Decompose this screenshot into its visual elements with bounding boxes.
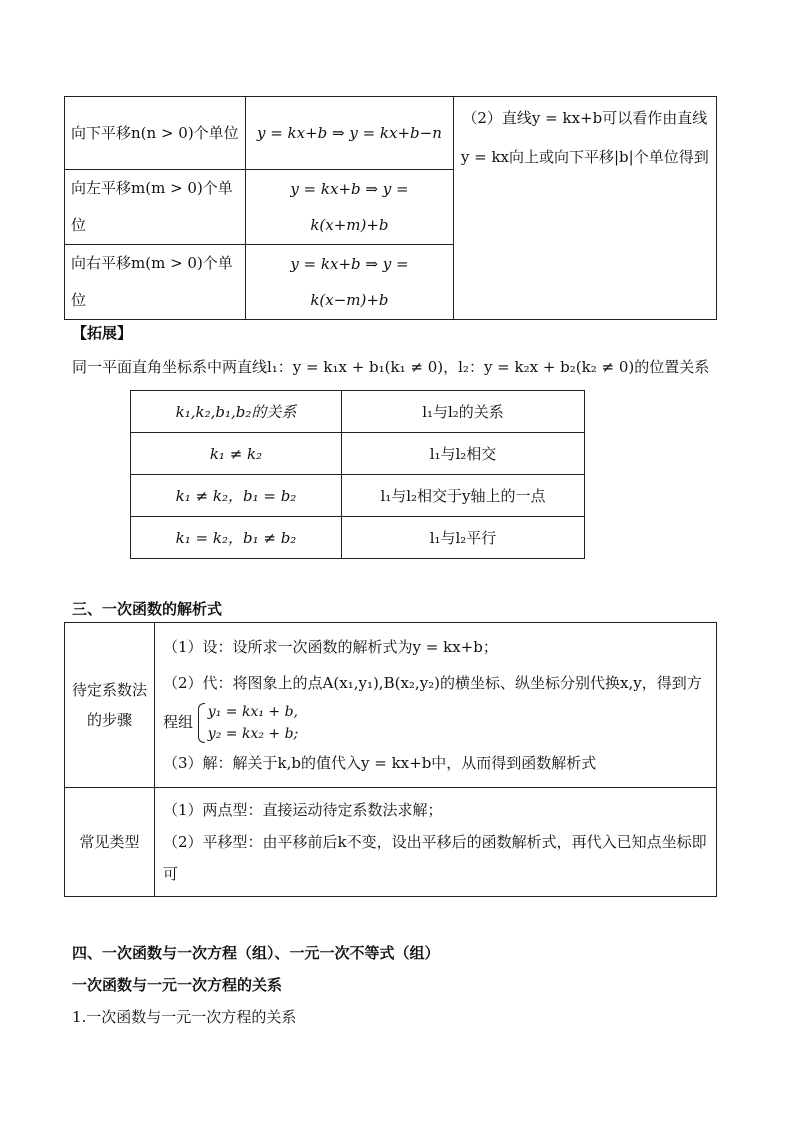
equation-2: y₂ = kx₂ + b; — [207, 726, 299, 742]
types-list — [155, 788, 717, 897]
types-label: 常见类型 — [65, 788, 155, 897]
table-row — [131, 433, 585, 475]
extension-intro: 同一平面直角坐标系中两直线l₁：y = k₁x + b₁(k₁ ≠ 0)，l₂：y = k₂x + b₂(k₂ ≠ 0)的位置关系 — [72, 358, 710, 376]
shift-table — [64, 96, 717, 320]
method-table — [64, 622, 717, 897]
section4-subtitle: 一次函数与一元一次方程的关系 — [72, 976, 283, 994]
method-label: 待定系数法的步骤 — [65, 623, 155, 788]
shift-desc: 向右平移m(m > 0)个单位 — [65, 245, 246, 320]
table-cell: k₁ ≠ k₂，b₁ = b₂ — [131, 475, 342, 517]
table-row — [131, 391, 585, 433]
equation-system — [198, 701, 298, 745]
step-1: （1）设：设所求一次函数的解析式为y = kx+b； — [163, 638, 498, 656]
table-row — [131, 475, 585, 517]
type-1: （1）两点型：直接运动待定系数法求解； — [163, 801, 443, 819]
table-cell: l₁与l₂平行 — [342, 517, 585, 559]
table-cell: k₁ = k₂，b₁ ≠ b₂ — [131, 517, 342, 559]
table-row — [65, 97, 717, 170]
section3-title: 三、一次函数的解析式 — [72, 600, 223, 618]
section4-title: 四、一次函数与一次方程（组）、一元一次不等式（组） — [72, 944, 440, 962]
method-steps — [155, 623, 717, 788]
table-cell: k₁ ≠ k₂ — [131, 433, 342, 475]
step-2 — [163, 665, 708, 745]
step-2-text: （2）代：将图象上的点A(x₁,y₁),B(x₂,y₂)的横坐标、纵坐标分别代换x,y，得到方程组 — [163, 674, 702, 731]
extension-heading: 【拓展】 — [72, 324, 133, 342]
type-2: （2）平移型：由平移前后k不变，设出平移后的函数解析式，再代入已知点坐标即可 — [163, 833, 707, 883]
table-row — [131, 517, 585, 559]
shift-formula: y = kx+b ⇒ y = k(x+m)+b — [246, 170, 453, 245]
step-3: （3）解：解关于k,b的值代入y = kx+b中，从而得到函数解析式 — [163, 754, 597, 772]
section4-item: 1.一次函数与一元一次方程的关系 — [72, 1008, 297, 1026]
shift-note: （2）直线y = kx+b可以看作由直线y = kx向上或向下平移|b|个单位得到 — [453, 97, 716, 320]
column-header: k₁,k₂,b₁,b₂的关系 — [131, 391, 342, 433]
column-header: l₁与l₂的关系 — [342, 391, 585, 433]
table-row — [65, 623, 717, 788]
shift-formula: y = kx+b ⇒ y = kx+b−n — [246, 97, 453, 170]
shift-desc: 向左平移m(m > 0)个单位 — [65, 170, 246, 245]
relation-table — [130, 390, 585, 559]
equation-1: y₁ = kx₁ + b, — [207, 704, 298, 720]
shift-desc: 向下平移n(n > 0)个单位 — [65, 97, 246, 170]
table-cell: l₁与l₂相交于y轴上的一点 — [342, 475, 585, 517]
table-cell: l₁与l₂相交 — [342, 433, 585, 475]
shift-formula: y = kx+b ⇒ y = k(x−m)+b — [246, 245, 453, 320]
table-row — [65, 788, 717, 897]
